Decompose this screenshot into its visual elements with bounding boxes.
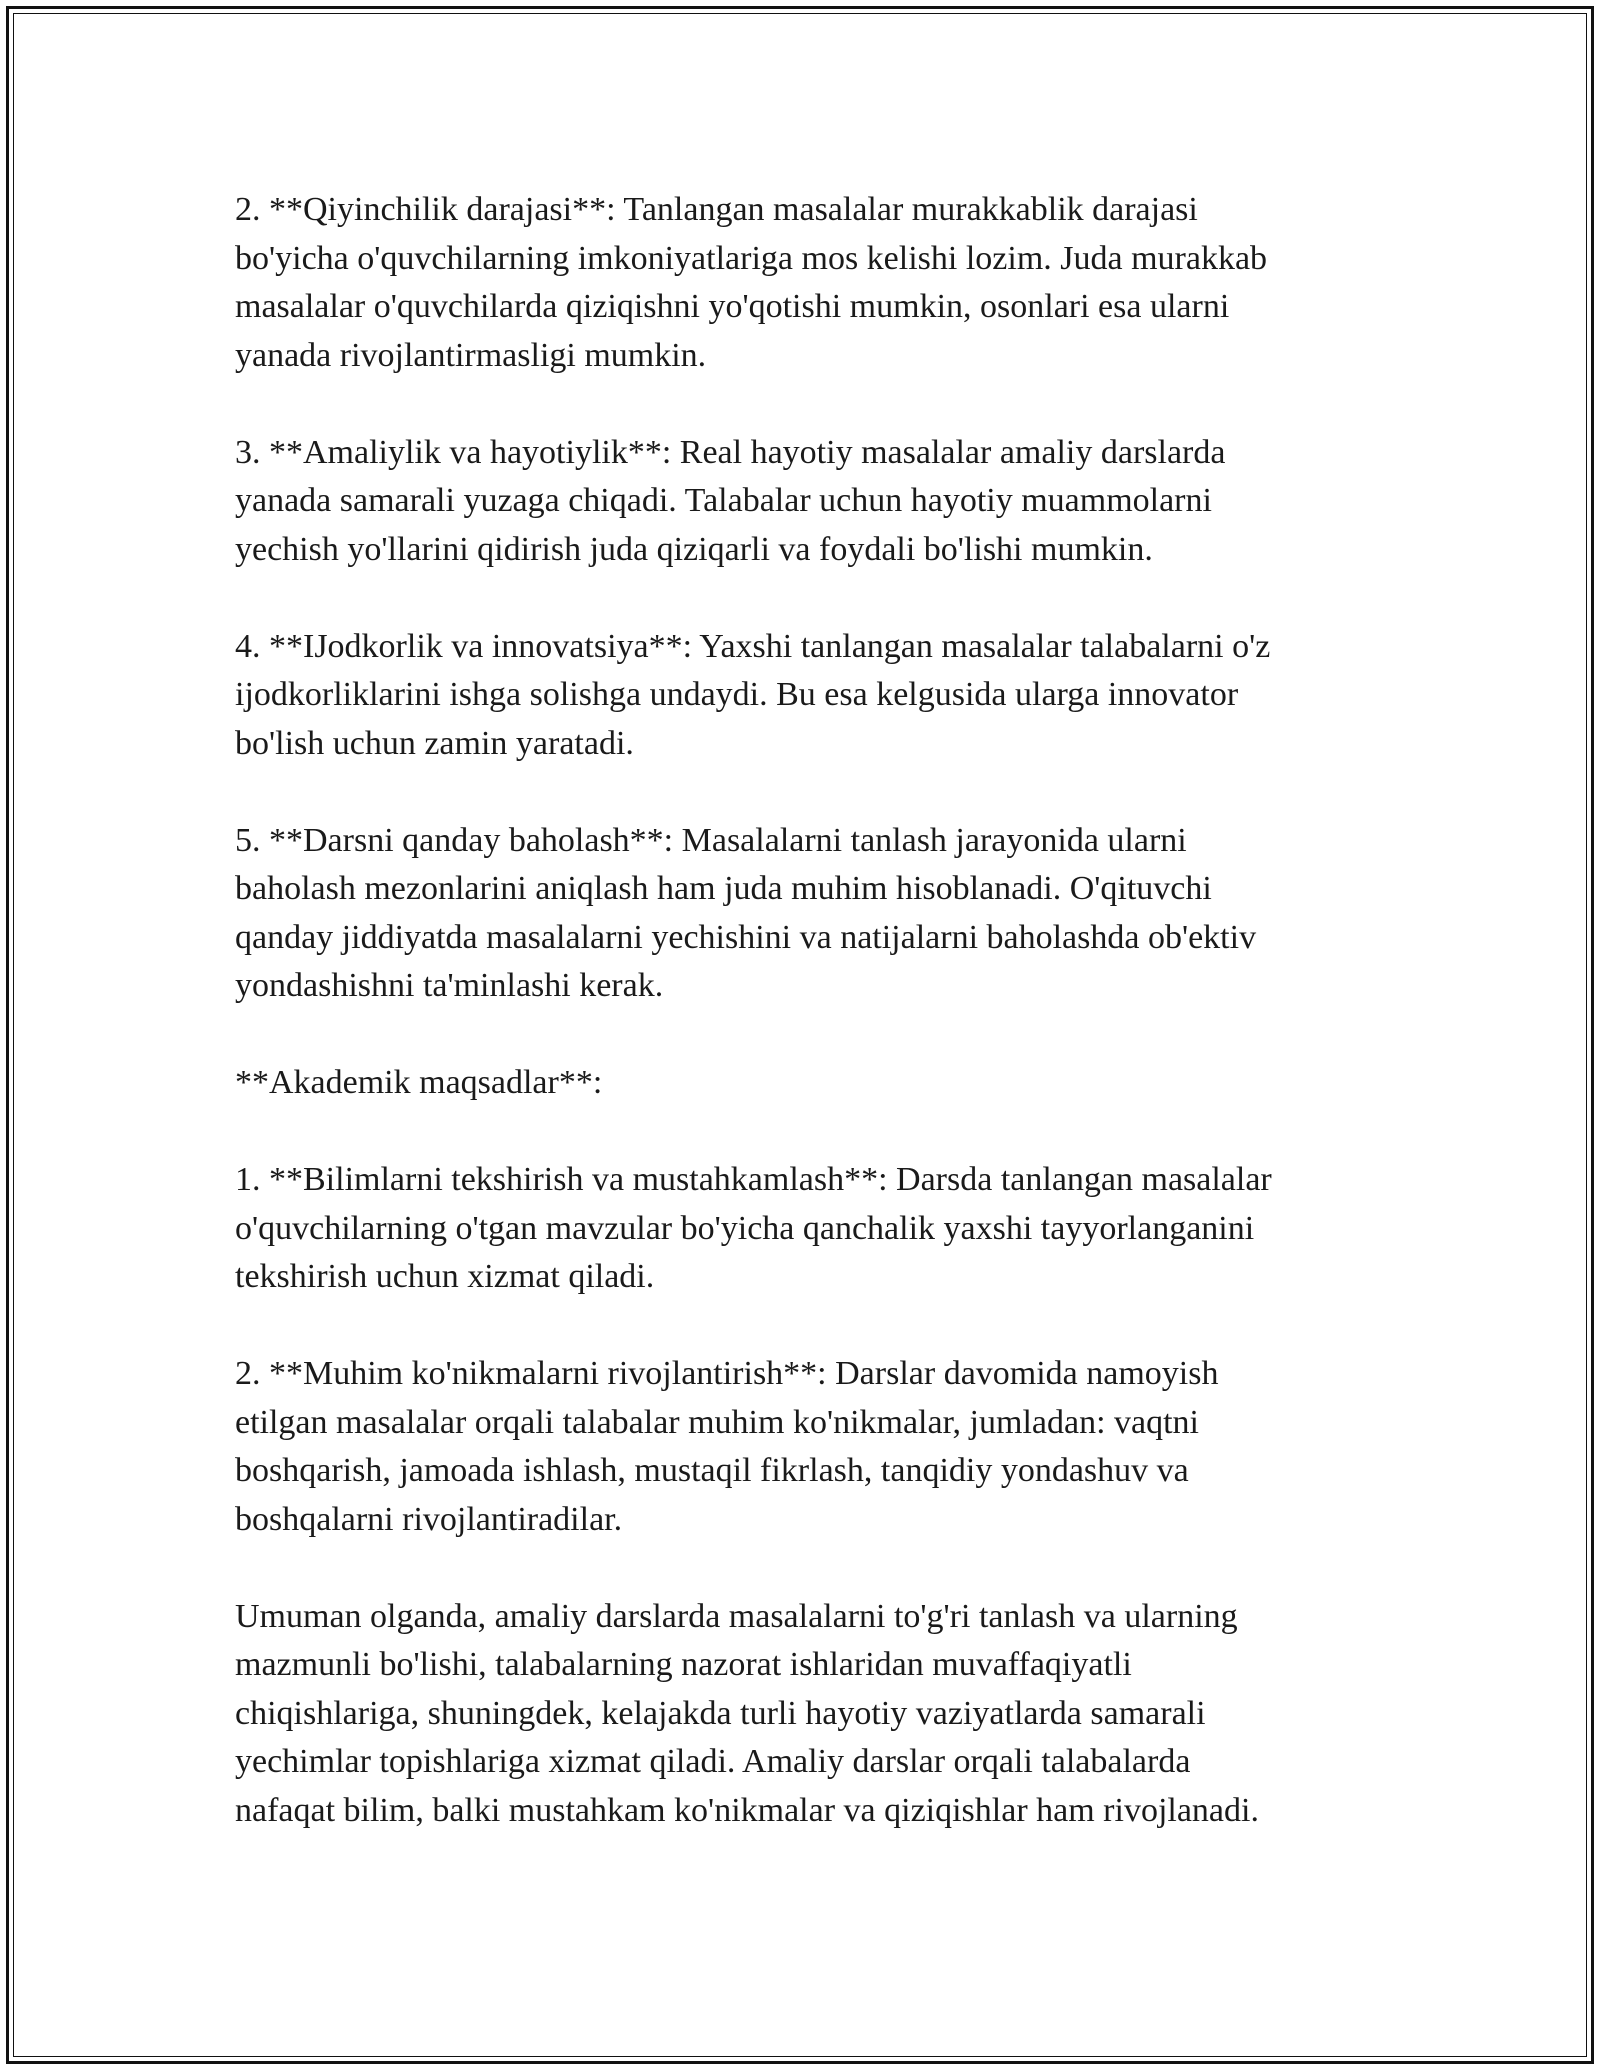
paragraph-practicality: 3. **Amaliylik va hayotiylik**: Real hayotiy masalalar amaliy darslarda yanada samarali yuzaga chiqadi. Talabalar uchun hayotiy muammolarni yechish yo'llarini qidirish juda qiziqarli va foydali bo'lishi mumkin. — [235, 433, 1226, 568]
section-heading-academic-goals: **Akademik maqsadlar**: — [235, 1064, 603, 1101]
document-body — [235, 186, 1375, 1835]
paragraph-skills-development: 2. **Muhim ko'nikmalarni rivojlantirish**: Darslar davomida namoyish etilgan masalalar orqali talabalar muhim ko'nikmalar, jumladan: vaqtni boshqarish, jamoada ishlash, mustaqil fikrlash, tanqidiy yondashuv va boshqalarni rivojlantiradilar. — [235, 1355, 1219, 1538]
paragraph-difficulty-level: 2. **Qiyinchilik darajasi**: Tanlangan masalalar murakkablik darajasi bo'yicha o'quvchilarning imkoniyatlariga mos kelishi lozim. Juda murakkab masalalar o'quvchilarda qiziqishni yo'qotishi mumkin, osonlari esa ularni yanada rivojlantirmasligi mumkin. — [235, 191, 1268, 374]
paragraph-knowledge-check: 1. **Bilimlarni tekshirish va mustahkamlash**: Darsda tanlangan masalalar o'quvchilarning o'tgan mavzular bo'yicha qanchalik yaxshi tayyorlanganini tekshirish uchun xizmat qiladi. — [235, 1161, 1272, 1295]
paragraph-assessment: 5. **Darsni qanday baholash**: Masalalarni tanlash jarayonida ularni baholash mezonlarini aniqlash ham juda muhim hisoblanadi. O'qituvchi qanday jiddiyatda masalalarni yechishini va natijalarni baholashda ob'ektiv yondashishni ta'minlashi kerak. — [235, 821, 1257, 1004]
paragraph-creativity: 4. **IJodkorlik va innovatsiya**: Yaxshi tanlangan masalalar talabalarni o'z ijodkorliklarini ishga solishga undaydi. Bu esa kelgusida ularga innovator bo'lish uchun zamin yaratadi. — [235, 627, 1271, 762]
paragraph-conclusion: Umuman olganda, amaliy darslarda masalalarni to'g'ri tanlash va ularning mazmunli bo'lishi, talabalarning nazorat ishlaridan muvaffaqiyatli chiqishlariga, shuningdek, kelajakda turli hayotiy vaziyatlarda samarali yechimlar topishlariga xizmat qiladi. Amaliy darslar orqali talabalarda nafaqat bilim, balki mustahkam ko'nikmalar va qiziqishlar ham rivojlanadi. — [235, 1597, 1259, 1829]
